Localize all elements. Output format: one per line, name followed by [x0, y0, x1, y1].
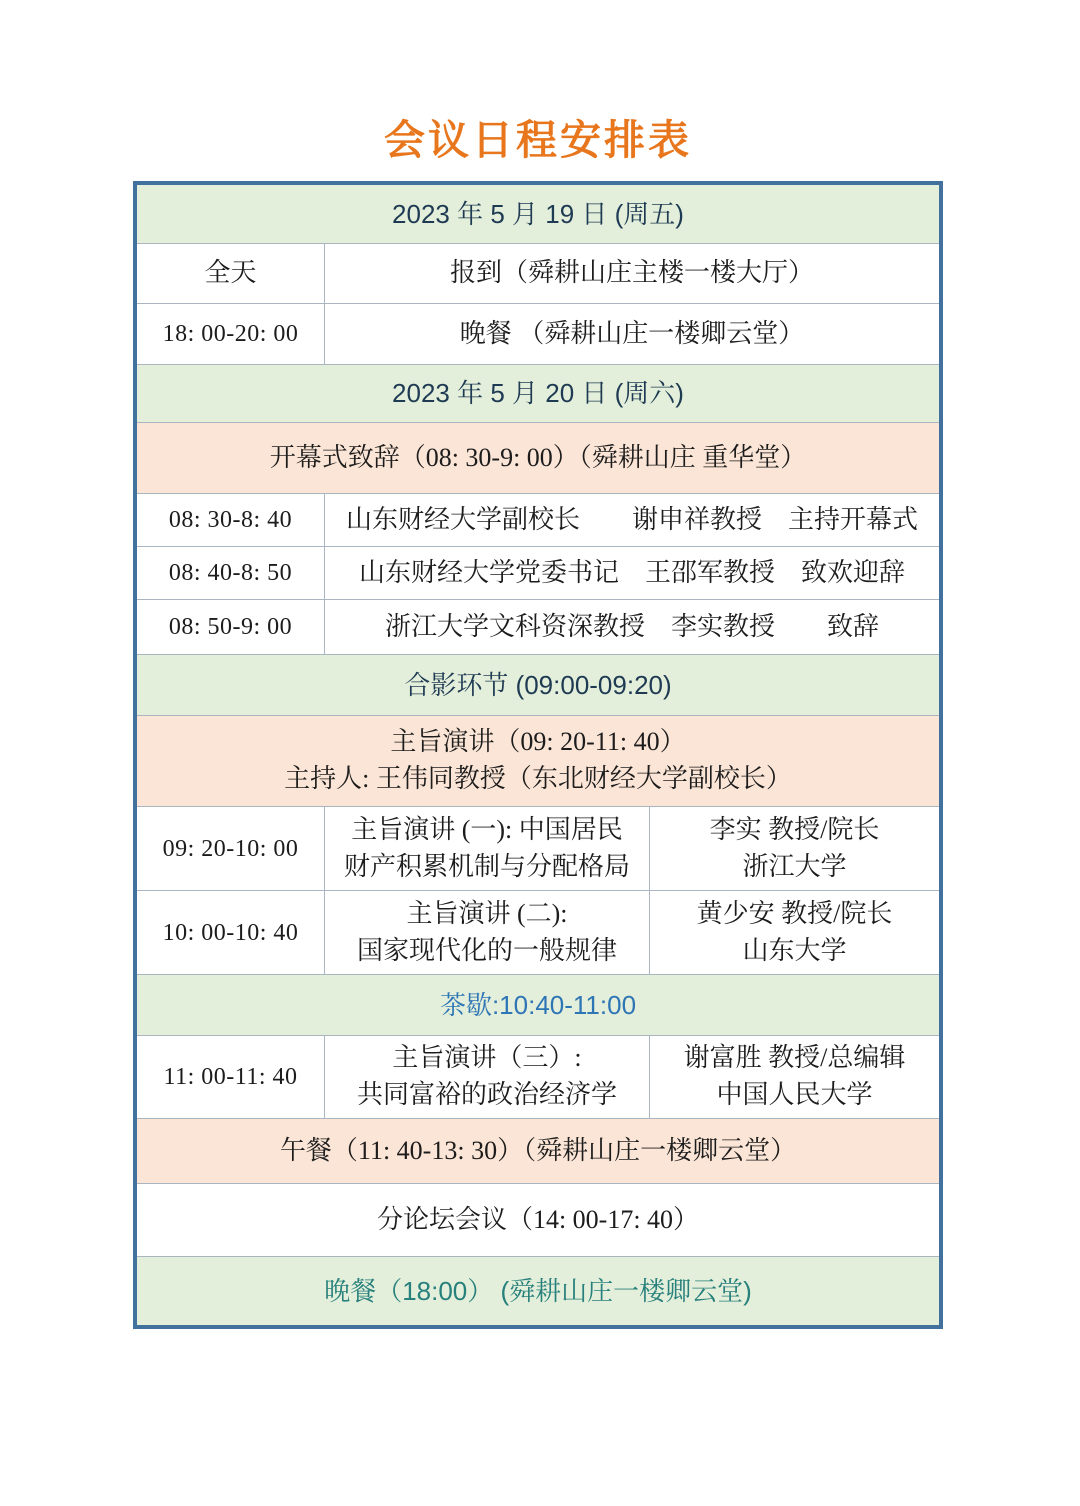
banner-cell — [137, 365, 939, 422]
text-line: 全天 — [204, 258, 257, 288]
text-line: 09: 20-10: 00 — [162, 835, 299, 862]
text-line: 11: 00-11: 40 — [163, 1064, 298, 1091]
text-line: 浙江大学文科资深教授 李实教授 致辞 — [384, 611, 879, 641]
page-title: 会议日程安排表 — [384, 117, 692, 163]
text-line: 山东财经大学副校长 谢申祥教授 主持开幕式 — [345, 504, 918, 534]
text-line: 报到（舜耕山庄主楼一楼大厅） — [449, 258, 814, 288]
schedule-row — [137, 243, 939, 303]
event-cell — [324, 547, 939, 599]
text-line: 浙江大学 — [742, 851, 847, 881]
time-cell — [137, 494, 324, 546]
time-cell — [137, 304, 324, 364]
banner-cell — [137, 1119, 939, 1183]
text-line: 山东大学 — [742, 935, 847, 965]
schedule-row — [137, 599, 939, 654]
time-cell — [137, 600, 324, 654]
text-line: 中国人民大学 — [716, 1080, 873, 1110]
event-cell — [324, 494, 939, 546]
time-cell — [137, 891, 324, 974]
schedule-banner-row — [137, 1183, 939, 1256]
text-line: 共同富裕的政治经济学 — [356, 1080, 617, 1110]
event-cell — [324, 807, 649, 890]
event-cell — [324, 1036, 649, 1118]
banner-cell — [137, 975, 939, 1035]
schedule-banner-row — [137, 974, 939, 1035]
schedule-row — [137, 493, 939, 546]
text-line: 李实 教授/院长 — [709, 814, 880, 844]
time-cell — [137, 807, 324, 890]
text-line: 主持人: 王伟同教授（东北财经大学副校长） — [284, 764, 792, 794]
banner-cell — [137, 1184, 939, 1256]
schedule-row — [137, 806, 939, 890]
text-line: 08: 30-8: 40 — [168, 507, 293, 534]
event-cell — [324, 891, 649, 974]
event-cell — [324, 600, 939, 654]
text-line: 主旨演讲（三）: — [392, 1043, 582, 1073]
time-cell — [137, 547, 324, 599]
banner-cell — [137, 423, 939, 493]
text-line: 国家现代化的一般规律 — [356, 935, 617, 965]
text-line: 黄少安 教授/院长 — [696, 898, 893, 928]
event-cell — [324, 304, 939, 364]
schedule-row — [137, 1035, 939, 1118]
text-line: 08: 50-9: 00 — [168, 614, 293, 641]
text-line: 主旨演讲 (一): 中国居民 — [351, 814, 623, 844]
text-line: 开幕式致辞（08: 30-9: 00）（舜耕山庄 重华堂） — [269, 442, 807, 472]
schedule-banner-row — [137, 1256, 939, 1325]
text-line: 午餐（11: 40-13: 30）（舜耕山庄一楼卿云堂） — [279, 1135, 797, 1165]
banner-cell — [137, 655, 939, 715]
schedule-banner-row — [137, 422, 939, 493]
schedule-table — [133, 181, 943, 1329]
text-line: 分论坛会议（14: 00-17: 40） — [376, 1204, 700, 1234]
schedule-banner-row — [137, 1118, 939, 1183]
banner-cell — [137, 185, 939, 243]
speaker-cell — [649, 807, 939, 890]
schedule-banner-row — [137, 715, 939, 806]
text-line: 晚餐 （舜耕山庄一楼卿云堂） — [459, 318, 805, 348]
schedule-banner-row — [137, 364, 939, 422]
event-cell — [324, 244, 939, 303]
text-line: 晚餐（18:00） (舜耕山庄一楼卿云堂) — [324, 1275, 752, 1306]
time-cell — [137, 1036, 324, 1118]
time-cell — [137, 244, 324, 303]
text-line: 主旨演讲 (二): — [406, 898, 568, 928]
schedule-row — [137, 303, 939, 364]
text-line: 谢富胜 教授/总编辑 — [683, 1043, 906, 1073]
text-line: 08: 40-8: 50 — [168, 560, 293, 587]
text-line: 主旨演讲（09: 20-11: 40） — [390, 727, 686, 757]
speaker-cell — [649, 891, 939, 974]
text-line: 2023 年 5 月 20 日 (周六) — [392, 378, 684, 409]
text-line: 茶歇:10:40-11:00 — [439, 989, 637, 1020]
banner-cell — [137, 1257, 939, 1325]
text-line: 山东财经大学党委书记 王邵军教授 致欢迎辞 — [358, 557, 905, 587]
speaker-cell — [649, 1036, 939, 1118]
schedule-row — [137, 546, 939, 599]
text-line: 合影环节 (09:00-09:20) — [404, 669, 672, 700]
banner-cell — [137, 716, 939, 806]
text-line: 2023 年 5 月 19 日 (周五) — [392, 198, 684, 229]
text-line: 18: 00-20: 00 — [162, 321, 299, 348]
schedule-row — [137, 890, 939, 974]
text-line: 财产积累机制与分配格局 — [343, 851, 630, 881]
schedule-banner-row — [137, 654, 939, 715]
text-line: 10: 00-10: 40 — [162, 919, 299, 946]
schedule-banner-row — [137, 185, 939, 243]
